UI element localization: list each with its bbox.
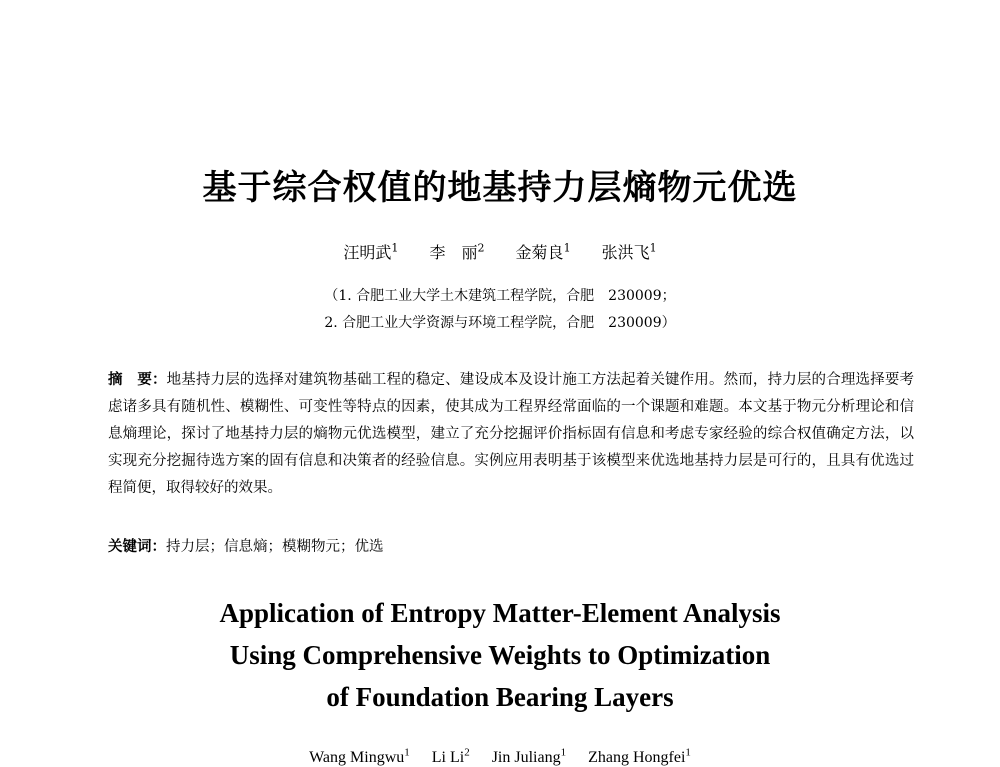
authors-chinese bbox=[0, 240, 1000, 263]
author-en: Li Li$^2$ bbox=[431, 747, 470, 767]
author-cn: 金菊良$^1$ bbox=[515, 241, 571, 262]
keywords bbox=[108, 535, 384, 556]
keywords-text: 持力层；信息熵；模糊物元；优选 bbox=[166, 539, 384, 555]
title-english-line: of Foundation Bearing Layers bbox=[326, 682, 674, 712]
affiliation-2: 2. 合肥工业大学资源与环境工程学院，合肥 230009） bbox=[324, 315, 676, 331]
abstract-label: 摘 要： bbox=[108, 372, 167, 388]
author-en: Jin Juliang$^1$ bbox=[491, 747, 567, 767]
author-cn: 汪明武$^1$ bbox=[343, 241, 399, 262]
author-cn: 张洪飞$^1$ bbox=[601, 241, 657, 262]
author-en: Wang Mingwu$^1$ bbox=[309, 747, 410, 767]
title-english-line: Using Comprehensive Weights to Optimization bbox=[229, 640, 771, 670]
title-english bbox=[0, 592, 1000, 718]
author-en: Zhang Hongfei$^1$ bbox=[588, 747, 691, 767]
keywords-label: 关键词： bbox=[108, 539, 166, 555]
authors-english bbox=[0, 747, 1000, 767]
abstract bbox=[108, 367, 914, 502]
author-cn: 李 丽$^2$ bbox=[429, 241, 485, 262]
title-chinese: 基于综合权值的地基持力层熵物元优选 bbox=[202, 168, 798, 208]
affiliation-1: （1. 合肥工业大学土木建筑工程学院，合肥 230009； bbox=[324, 288, 676, 304]
abstract-text: 地基持力层的选择对建筑物基础工程的稳定、建设成本及设计施工方法起着关键作用。然而，持力层的合理选择要考虑诸多具有随机性、模糊性、可变性等特点的因素，使其成为工程界经常面临的一个课题和难题。本文基于物元分析理论和信息熵理论，探讨了地基持力层的熵物元优选模型，建立了充分挖掘评价指标固有信息和考虑专家经验的综合权值确定方法，以实现充分挖掘待选方案的固有信息和决策者的经验信息。实例应用表明基于该模型来优选地基持力层是可行的，且具有优选过程简便，取得较好的效果。 bbox=[108, 372, 915, 496]
title-english-line: Application of Entropy Matter-Element Analysis bbox=[219, 598, 781, 628]
